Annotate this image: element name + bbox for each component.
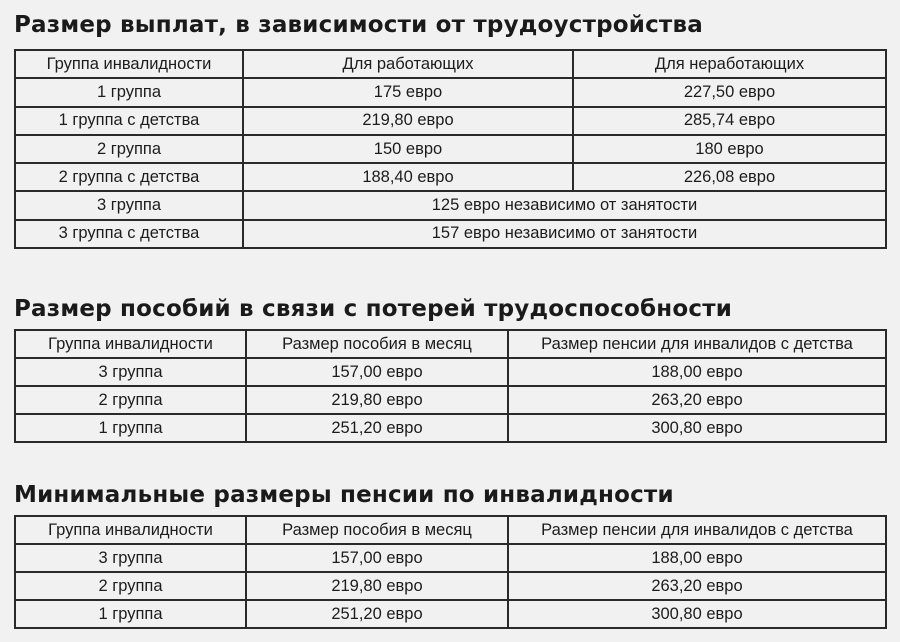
column-header: Размер пособия в месяц: [246, 330, 508, 358]
minimum-pensions-table: [14, 515, 887, 629]
working-cell: 175 евро: [243, 78, 573, 106]
column-header: Для работающих: [243, 50, 573, 78]
group-cell: 3 группа: [15, 544, 246, 572]
section-title: Размер выплат, в зависимости от трудоустройства: [14, 12, 703, 38]
monthly-cell: 251,20 евро: [246, 414, 508, 442]
table-row: [15, 386, 886, 414]
table-header-row: [15, 330, 886, 358]
section-title: Минимальные размеры пенсии по инвалидности: [14, 482, 674, 508]
not-working-cell: 285,74 евро: [573, 107, 886, 135]
monthly-cell: 219,80 евро: [246, 572, 508, 600]
working-cell: 150 евро: [243, 135, 573, 163]
pension-cell: 300,80 евро: [508, 414, 886, 442]
minimum-pensions-section: [0, 470, 900, 623]
group-cell: 3 группа: [15, 191, 243, 219]
table-header-row: [15, 516, 886, 544]
column-header: Группа инвалидности: [15, 330, 246, 358]
table-row: [15, 191, 886, 219]
column-header: Размер пособия в месяц: [246, 516, 508, 544]
monthly-cell: 219,80 евро: [246, 386, 508, 414]
pension-cell: 263,20 евро: [508, 386, 886, 414]
table-row: [15, 544, 886, 572]
pension-cell: 263,20 евро: [508, 572, 886, 600]
group-cell: 1 группа: [15, 600, 246, 628]
benefits-table: [14, 329, 887, 443]
group-cell: 3 группа с детства: [15, 220, 243, 248]
not-working-cell: 227,50 евро: [573, 78, 886, 106]
group-cell: 2 группа: [15, 386, 246, 414]
table-row: [15, 600, 886, 628]
column-header: Размер пенсии для инвалидов с детства: [508, 516, 886, 544]
table-row: [15, 572, 886, 600]
table-row: [15, 135, 886, 163]
column-header: Размер пенсии для инвалидов с детства: [508, 330, 886, 358]
payments-by-employment-section: [0, 0, 900, 243]
group-cell: 1 группа с детства: [15, 107, 243, 135]
pension-cell: 188,00 евро: [508, 358, 886, 386]
group-cell: 2 группа с детства: [15, 163, 243, 191]
monthly-cell: 157,00 евро: [246, 358, 508, 386]
not-working-cell: 226,08 евро: [573, 163, 886, 191]
payments-table: [14, 49, 887, 249]
section-title: Размер пособий в связи с потерей трудоспособности: [14, 296, 733, 322]
table-header-row: [15, 50, 886, 78]
group-cell: 3 группа: [15, 358, 246, 386]
working-cell: 219,80 евро: [243, 107, 573, 135]
pension-cell: 300,80 евро: [508, 600, 886, 628]
column-header: Группа инвалидности: [15, 50, 243, 78]
monthly-cell: 157,00 евро: [246, 544, 508, 572]
pension-cell: 188,00 евро: [508, 544, 886, 572]
table-row: [15, 220, 886, 248]
table-row: [15, 414, 886, 442]
table-row: [15, 358, 886, 386]
column-header: Для неработающих: [573, 50, 886, 78]
group-cell: 1 группа: [15, 78, 243, 106]
table-row: [15, 107, 886, 135]
disability-benefits-section: [0, 284, 900, 437]
not-working-cell: 180 евро: [573, 135, 886, 163]
working-cell: 188,40 евро: [243, 163, 573, 191]
table-row: [15, 163, 886, 191]
group-cell: 2 группа: [15, 572, 246, 600]
column-header: Группа инвалидности: [15, 516, 246, 544]
group-cell: 2 группа: [15, 135, 243, 163]
table-row: [15, 78, 886, 106]
merged-value-cell: 157 евро независимо от занятости: [243, 220, 886, 248]
group-cell: 1 группа: [15, 414, 246, 442]
merged-value-cell: 125 евро независимо от занятости: [243, 191, 886, 219]
monthly-cell: 251,20 евро: [246, 600, 508, 628]
